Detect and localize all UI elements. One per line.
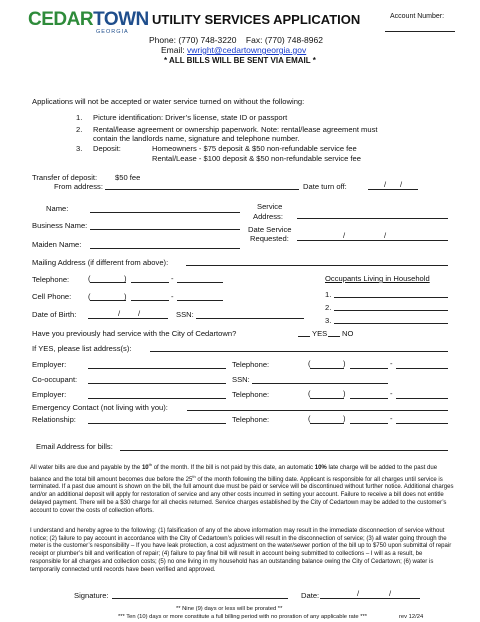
- email-notice: * ALL BILLS WILL BE SENT VIA EMAIL *: [164, 56, 316, 65]
- occupants-title: Occupants Living in Household: [325, 274, 430, 283]
- email-bills-field[interactable]: [120, 450, 448, 451]
- footer-note-2: *** Ten (10) days or more constitute a full billing period with no proration of any applicable rate ***: [118, 614, 367, 620]
- mailing-address-label: Mailing Address (if different from above):: [32, 258, 169, 267]
- maiden-name-field[interactable]: [90, 248, 240, 249]
- deposit-homeowners: Homeowners - $75 deposit & $50 non-refundable service fee: [152, 144, 357, 153]
- terms-p1-due-day: 10: [141, 465, 149, 472]
- dob-field[interactable]: [88, 318, 168, 319]
- employer2-paren-close: ): [343, 389, 346, 398]
- revision-label: rev 12/24: [399, 614, 424, 620]
- req-3-text: Deposit:: [93, 144, 121, 153]
- emergency-paren-open: (: [308, 414, 311, 423]
- terms-p1-sup-1: th: [148, 462, 153, 467]
- previous-service-question: Have you previously had service with the City of Cedartown?: [32, 329, 237, 338]
- employer-field[interactable]: [88, 368, 226, 369]
- from-address-field[interactable]: [105, 189, 299, 190]
- dob-sep-2: /: [138, 309, 141, 318]
- employer2-paren-open: (: [308, 389, 311, 398]
- req-3-num: 3.: [76, 144, 83, 153]
- emergency-phone-line-field[interactable]: [396, 423, 448, 424]
- occupant-2-field[interactable]: [334, 310, 448, 311]
- relationship-field[interactable]: [88, 423, 226, 424]
- employer2-field[interactable]: [88, 398, 226, 399]
- terms-p1-d: of the month. If the bill is not paid by this date, an automatic: [152, 465, 315, 472]
- terms-paragraph-2: I understand and hereby agree to the following: (1) falsification of any of the above information may result in the immediate disconnection of service without notice; (2) failure to pay account in accordance with the City of Cedartown’s policies will result in the disconnection of service; (3) all water going through the meter is the customer’s responsibility – If you have leak protection, a cost adjustment on the water/sewer portion of the bill up to $750 upon submittal of repair receipt or plumber’s bill and verification of repair; (4) failure to pay final bill will result in account being submitted to collections – I will as a result, be responsible for all charges and collection costs; (5) no one living in my household has an outstanding balance owing the City of Cedartown; (6) water is temporarily connected until records have been verified and approved.: [30, 528, 452, 573]
- terms-p1-h: of the month following the billing date. Applicant is responsible for all charges until service is terminated. If a past due amount is shown on the bill, the full amount due must be paid or service will be discontinued without further notice. Additional charges and/or an additional deposit will apply for restoration of service and any other costs incurred in setting your account. Failure to receive a bill does not entitle delayed payment. There will be a $30 charge for all checks returned. Service charges established by the City of Cedartown may be added to the customer’s account to cover the costs of collection efforts.: [30, 476, 454, 514]
- fax-label: Fax:: [245, 35, 263, 45]
- cedartown-logo: [28, 10, 149, 30]
- req-1-num: 1.: [76, 113, 83, 122]
- date-sep-1: /: [384, 180, 387, 189]
- date-turn-off-field[interactable]: [368, 189, 418, 190]
- telephone-area-field[interactable]: [90, 282, 126, 283]
- employer-phone-area-field[interactable]: [310, 368, 344, 369]
- sig-date-sep-1: /: [357, 589, 360, 598]
- email-label: Email:: [161, 45, 185, 55]
- cell-paren-open: (: [88, 292, 91, 301]
- cell-line-field[interactable]: [177, 300, 223, 301]
- telephone-dash: -: [171, 274, 174, 283]
- logo-subtitle: GEORGIA: [96, 29, 129, 35]
- employer2-telephone-label: Telephone:: [232, 390, 270, 399]
- signature-label: Signature:: [74, 591, 109, 600]
- employer2-phone-line-field[interactable]: [396, 398, 448, 399]
- email-bills-label: Email Address for bills:: [36, 442, 113, 451]
- account-number-label: Account Number:: [390, 13, 445, 20]
- transfer-fee: $50 fee: [115, 173, 141, 182]
- date-service-label-1: Date Service: [248, 225, 292, 234]
- employer2-phone-prefix-field[interactable]: [350, 398, 388, 399]
- previous-address-field[interactable]: [150, 351, 448, 352]
- signature-field[interactable]: [112, 598, 288, 599]
- co-occupant-ssn-field[interactable]: [252, 383, 388, 384]
- employer-phone-line-field[interactable]: [396, 368, 448, 369]
- telephone-paren-open: (: [88, 274, 91, 283]
- co-occupant-label: Co-occupant:: [32, 375, 78, 384]
- signature-date-field[interactable]: [320, 598, 420, 599]
- req-2-text: Rental/lease agreement or ownership paperwork. Note: rental/lease agreement must: [93, 125, 378, 134]
- requirements-intro: Applications will not be accepted or water service turned on without the following:: [32, 97, 305, 106]
- terms-paragraph-1: [30, 461, 454, 515]
- mailing-address-field[interactable]: [186, 265, 448, 266]
- signature-date-label: Date:: [301, 591, 320, 600]
- relationship-label: Relationship:: [32, 415, 76, 424]
- employer-paren-close: ): [343, 359, 346, 368]
- employer2-phone-area-field[interactable]: [310, 398, 344, 399]
- fax-value: (770) 748-8962: [264, 35, 323, 45]
- employer-paren-open: (: [308, 359, 311, 368]
- employer-telephone-label: Telephone:: [232, 360, 270, 369]
- transfer-label: Transfer of deposit:: [32, 173, 98, 182]
- ssn-label: SSN:: [176, 310, 194, 319]
- emergency-telephone-label: Telephone:: [232, 415, 270, 424]
- employer-phone-dash: -: [390, 359, 393, 368]
- service-address-label-2: Address:: [253, 212, 283, 221]
- employer2-phone-dash: -: [390, 389, 393, 398]
- date-service-label-2: Requested:: [250, 234, 289, 243]
- service-address-field[interactable]: [297, 218, 448, 219]
- page-title: UTILITY SERVICES APPLICATION: [152, 12, 361, 27]
- maiden-name-label: Maiden Name:: [32, 240, 82, 249]
- phone-value: (770) 748-3220: [178, 35, 237, 45]
- service-date-sep-1: /: [343, 231, 346, 240]
- business-name-field[interactable]: [90, 229, 240, 230]
- occupant-3-num: 3.: [325, 316, 332, 325]
- occupant-1-field[interactable]: [334, 297, 448, 298]
- from-address-label: From address:: [54, 182, 103, 191]
- yes-label: YES: [312, 329, 328, 338]
- occupant-1-num: 1.: [325, 290, 332, 299]
- no-label: NO: [342, 329, 354, 338]
- terms-p1-late-fee: 10%: [314, 465, 327, 472]
- service-date-sep-2: /: [384, 231, 387, 240]
- cell-phone-label: Cell Phone:: [32, 292, 72, 301]
- previous-address-label: If YES, please list address(s):: [32, 344, 132, 353]
- terms-p1-sup-2: th: [192, 473, 196, 479]
- service-address-label-1: Service: [257, 202, 283, 211]
- business-name-label: Business Name:: [32, 221, 88, 230]
- employer-phone-prefix-field[interactable]: [350, 368, 388, 369]
- emergency-phone-prefix-field[interactable]: [350, 423, 388, 424]
- emergency-phone-area-field[interactable]: [310, 423, 344, 424]
- sig-date-sep-2: /: [389, 589, 392, 598]
- dob-sep-1: /: [118, 309, 121, 318]
- date-service-field[interactable]: [297, 240, 448, 241]
- emergency-phone-dash: -: [390, 414, 393, 423]
- cell-prefix-field[interactable]: [131, 300, 169, 301]
- email-row: [161, 45, 306, 55]
- occupant-2-num: 2.: [325, 303, 332, 312]
- telephone-paren-close: ): [124, 274, 127, 283]
- dob-label: Date of Birth:: [32, 310, 77, 319]
- telephone-label: Telephone:: [32, 275, 70, 284]
- co-occupant-field[interactable]: [88, 383, 226, 384]
- deposit-rental: Rental/Lease - $100 deposit & $50 non-refundable service fee: [152, 154, 361, 163]
- emergency-contact-field[interactable]: [187, 410, 448, 411]
- date-turn-off-label: Date turn off:: [303, 182, 347, 191]
- telephone-line-field[interactable]: [177, 282, 223, 283]
- no-checkbox-line[interactable]: [328, 336, 340, 337]
- employer-label: Employer:: [32, 360, 67, 369]
- co-occupant-ssn-label: SSN:: [232, 375, 250, 384]
- yes-checkbox-line[interactable]: [298, 336, 310, 337]
- name-field[interactable]: [90, 212, 240, 213]
- account-number-field[interactable]: [385, 31, 455, 32]
- email-link[interactable]: vwright@cedartowngeorgia.gov: [187, 45, 307, 55]
- logo-text-cedar: CEDAR: [28, 9, 94, 30]
- cell-area-field[interactable]: [90, 300, 126, 301]
- occupant-3-field[interactable]: [334, 323, 448, 324]
- date-sep-2: /: [400, 180, 403, 189]
- cell-dash: -: [171, 292, 174, 301]
- ssn-field[interactable]: [196, 318, 304, 319]
- emergency-contact-label: Emergency Contact (not living with you):: [32, 403, 168, 412]
- name-label: Name:: [46, 204, 69, 213]
- employer2-label: Employer:: [32, 390, 67, 399]
- req-1-text: Picture identification: Driver’s license, state ID or passport: [93, 113, 288, 122]
- emergency-paren-close: ): [343, 414, 346, 423]
- cell-paren-close: ): [124, 292, 127, 301]
- req-2-num: 2.: [76, 125, 83, 134]
- phone-label: Phone:: [149, 35, 176, 45]
- logo-text-town: TOWN: [93, 9, 149, 30]
- phone-row: [149, 35, 323, 45]
- telephone-prefix-field[interactable]: [131, 282, 169, 283]
- terms-p1-f: late charge will be added to the past due balance and the total bill amount becomes due before the 25: [30, 465, 438, 483]
- terms-p1-a: All water bills are due and payable by the: [30, 465, 142, 472]
- footer-note-1: ** Nine (9) days or less will be prorated **: [176, 606, 283, 612]
- req-2-text-cont: contain the landlords name, signature and telephone number.: [93, 134, 300, 143]
